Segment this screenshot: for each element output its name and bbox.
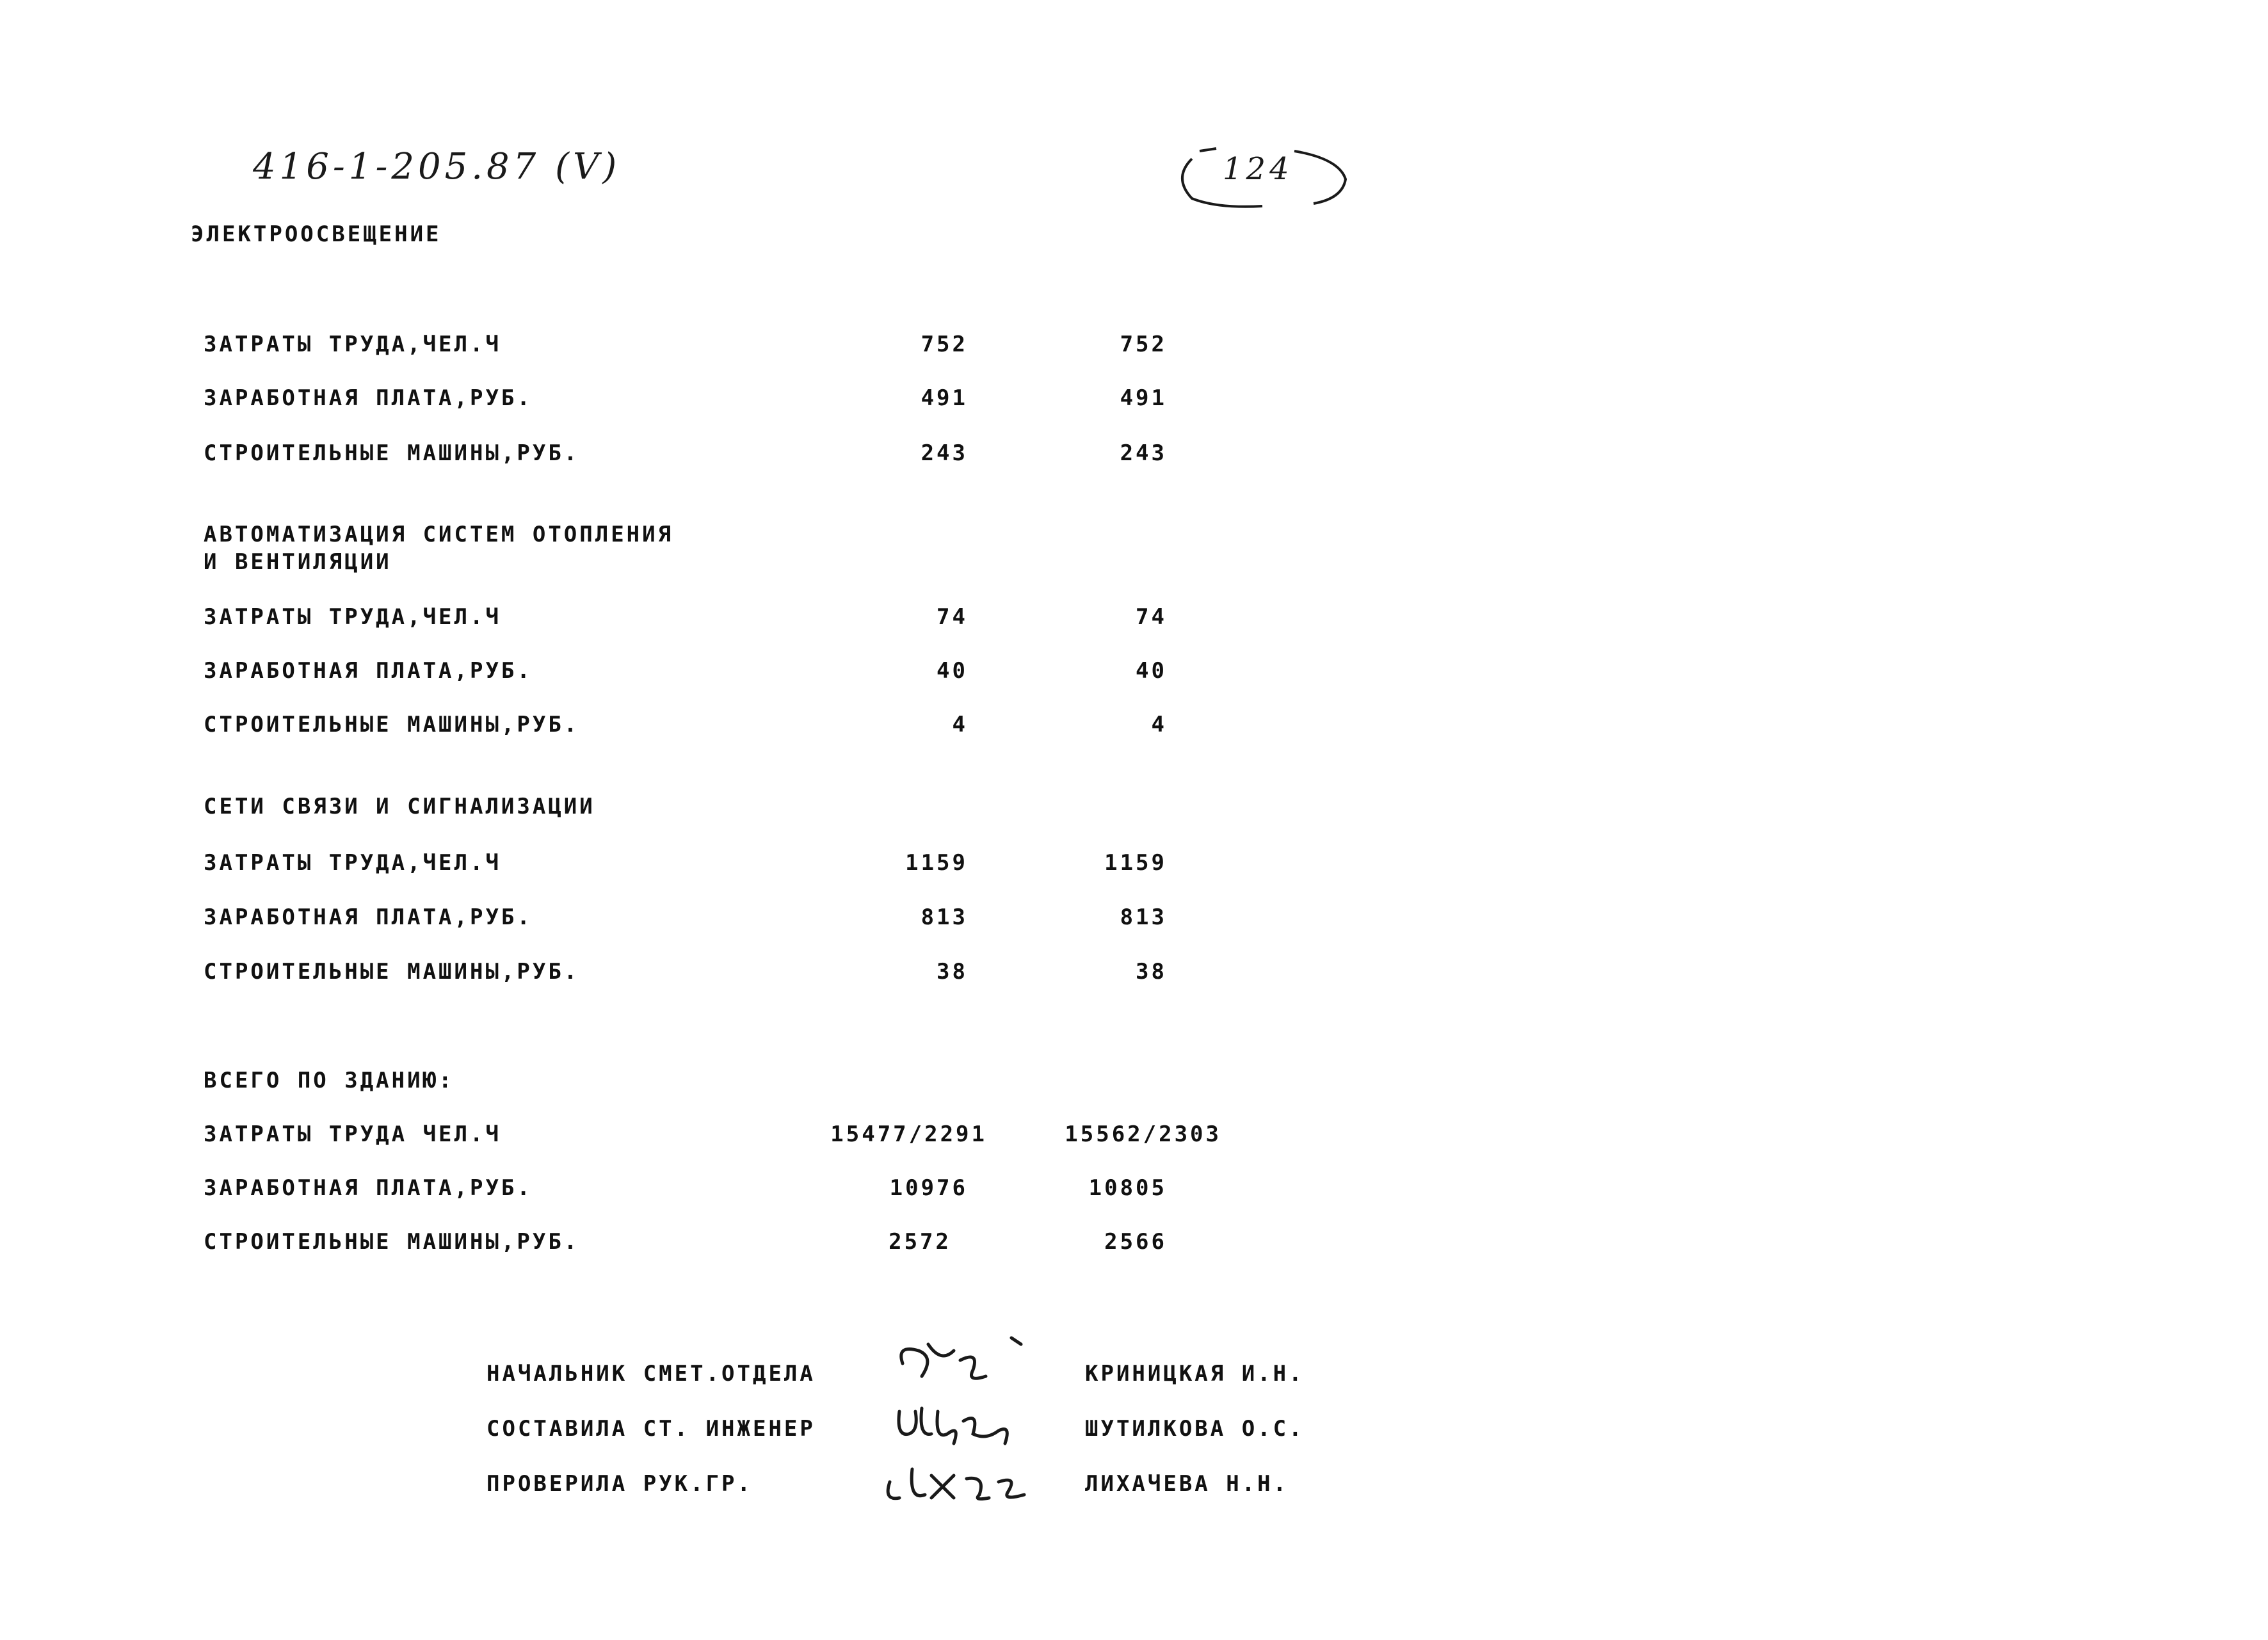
automation-row-label: ЗАТРАТЫ ТРУДА,ЧЕЛ.Ч: [204, 604, 501, 630]
total-row-label: СТРОИТЕЛЬНЫЕ МАШИНЫ,РУБ.: [204, 1229, 580, 1255]
automation-row-label: СТРОИТЕЛЬНЫЕ МАШИНЫ,РУБ.: [204, 712, 580, 737]
networks-row-value-2: 813: [1120, 904, 1167, 930]
total-row-value-1: 15477/2291: [830, 1121, 987, 1147]
electro-row-value-1: 243: [921, 440, 968, 466]
total-row-value-2: 10805: [1088, 1175, 1167, 1201]
automation-row-value-1: 4: [952, 712, 968, 737]
automation-row-value-2: 40: [1136, 658, 1167, 684]
electro-row-value-1: 491: [921, 385, 968, 411]
electro-row-value-2: 491: [1120, 385, 1167, 411]
networks-row-label: ЗАРАБОТНАЯ ПЛАТА,РУБ.: [204, 904, 533, 930]
networks-row-label: ЗАТРАТЫ ТРУДА,ЧЕЛ.Ч: [204, 850, 501, 876]
automation-row-label: ЗАРАБОТНАЯ ПЛАТА,РУБ.: [204, 658, 533, 684]
networks-row-value-2: 38: [1136, 959, 1167, 985]
section-title-automation: АВТОМАТИЗАЦИЯ СИСТЕМ ОТОПЛЕНИЯ: [204, 522, 674, 547]
electro-row-label: ЗАТРАТЫ ТРУДА,ЧЕЛ.Ч: [204, 332, 501, 357]
electro-row-label: ЗАРАБОТНАЯ ПЛАТА,РУБ.: [204, 385, 533, 411]
signature-name: КРИНИЦКАЯ И.Н.: [1085, 1361, 1305, 1387]
section-title-total: ВСЕГО ПО ЗДАНИЮ:: [204, 1068, 454, 1093]
total-row-value-2: 2566: [1104, 1229, 1167, 1255]
total-row-label: ЗАРАБОТНАЯ ПЛАТА,РУБ.: [204, 1175, 533, 1201]
networks-row-label: СТРОИТЕЛЬНЫЕ МАШИНЫ,РУБ.: [204, 959, 580, 985]
signature-position: ПРОВЕРИЛА РУК.ГР.: [487, 1471, 753, 1497]
automation-row-value-2: 4: [1151, 712, 1167, 737]
electro-row-value-2: 752: [1120, 332, 1167, 357]
total-row-label: ЗАТРАТЫ ТРУДА ЧЕЛ.Ч: [204, 1121, 501, 1147]
signature-name: ЛИХАЧЕВА Н.Н.: [1085, 1471, 1289, 1497]
networks-row-value-2: 1159: [1104, 850, 1167, 876]
total-row-value-1: 2572: [889, 1229, 951, 1255]
signature-name: ШУТИЛКОВА О.С.: [1085, 1416, 1305, 1442]
page-number-stamp: [1166, 140, 1358, 216]
handwritten-signature-3: [864, 1443, 1050, 1514]
handwritten-signature-1: [883, 1325, 1050, 1395]
electro-row-value-1: 752: [921, 332, 968, 357]
automation-row-value-2: 74: [1136, 604, 1167, 630]
page-number: 124: [1223, 151, 1293, 187]
total-row-value-1: 10976: [889, 1175, 968, 1201]
signature-position: СОСТАВИЛА СТ. ИНЖЕНЕР: [487, 1416, 816, 1442]
electro-row-label: СТРОИТЕЛЬНЫЕ МАШИНЫ,РУБ.: [204, 440, 580, 466]
total-row-value-2: 15562/2303: [1065, 1121, 1221, 1147]
document-code: 416-1-205.87 (V): [253, 146, 621, 188]
electro-row-value-2: 243: [1120, 440, 1167, 466]
automation-row-value-1: 74: [937, 604, 968, 630]
section-title-networks: СЕТИ СВЯЗИ И СИГНАЛИЗАЦИИ: [204, 794, 595, 819]
signature-position: НАЧАЛЬНИК СМЕТ.ОТДЕЛА: [487, 1361, 816, 1387]
networks-row-value-1: 1159: [905, 850, 968, 876]
networks-row-value-1: 38: [937, 959, 968, 985]
section-title-electro: ЭЛЕКТРООСВЕЩЕНИЕ: [191, 221, 442, 247]
automation-row-value-1: 40: [937, 658, 968, 684]
section-title-automation-line2: И ВЕНТИЛЯЦИИ: [204, 549, 392, 575]
networks-row-value-1: 813: [921, 904, 968, 930]
